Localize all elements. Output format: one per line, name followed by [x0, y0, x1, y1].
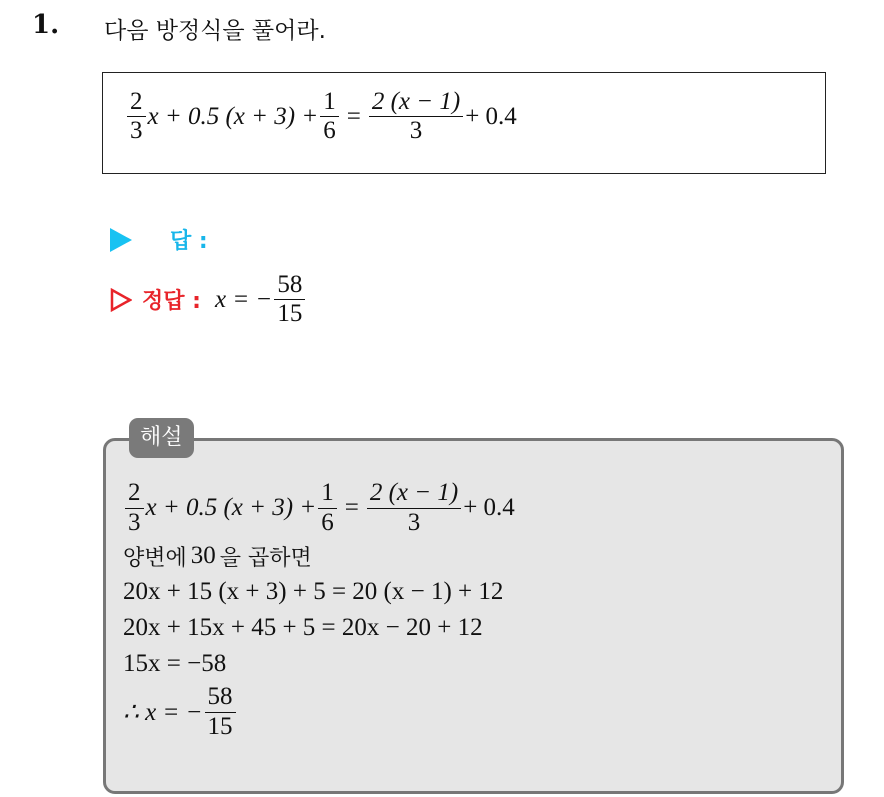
equation-term: x + 0.5 (x + 3) + [147, 102, 319, 130]
solution-line-3: 20x + 15 (x + 3) + 5 = 20 (x − 1) + 12 [123, 578, 504, 605]
equals-sign: = [346, 102, 361, 130]
fraction-rhs: $\frac{2 (x - 1)}{3}$ [369, 89, 463, 145]
correct-answer-row [110, 272, 307, 328]
solution-steps [123, 478, 515, 742]
outline-triangle-icon [110, 288, 132, 312]
answer-label: 답 : [170, 229, 208, 254]
correct-answer-label: 정답 : [142, 289, 201, 315]
solution-line-6: ∴ x = − $\frac{58}{15}$ [123, 682, 515, 742]
solution-line-5: 15x = −58 [123, 650, 227, 677]
solution-line-1: $\frac{2}{3}$ x + 0.5 (x + 3) + $\frac{1}{6}$ = $\frac{2 (x - 1)}{3}$ + 0.4 [123, 478, 515, 538]
solution-line-4: 20x + 15x + 45 + 5 = 20x − 20 + 12 [123, 614, 483, 641]
solution-tab: 해설 [129, 418, 194, 458]
question-text: 다음 방정식을 풀어라. [104, 18, 326, 44]
fraction-2-3: $\frac{2}{3}$ [127, 89, 146, 145]
equation-box [102, 72, 826, 174]
answer-row [110, 224, 208, 255]
fraction-58-15: $\frac{58}{15}$ [274, 272, 305, 328]
correct-answer-value: x = − $\frac{58}{15}$ [215, 272, 307, 328]
equation-constant: + 0.4 [465, 102, 517, 130]
question-number: 1. [32, 10, 60, 40]
solution-line-2: 양변에 30 을 곱하면 [123, 542, 312, 571]
equation [125, 89, 517, 145]
filled-triangle-icon [110, 228, 132, 252]
fraction-1-6: $\frac{1}{6}$ [320, 89, 339, 145]
